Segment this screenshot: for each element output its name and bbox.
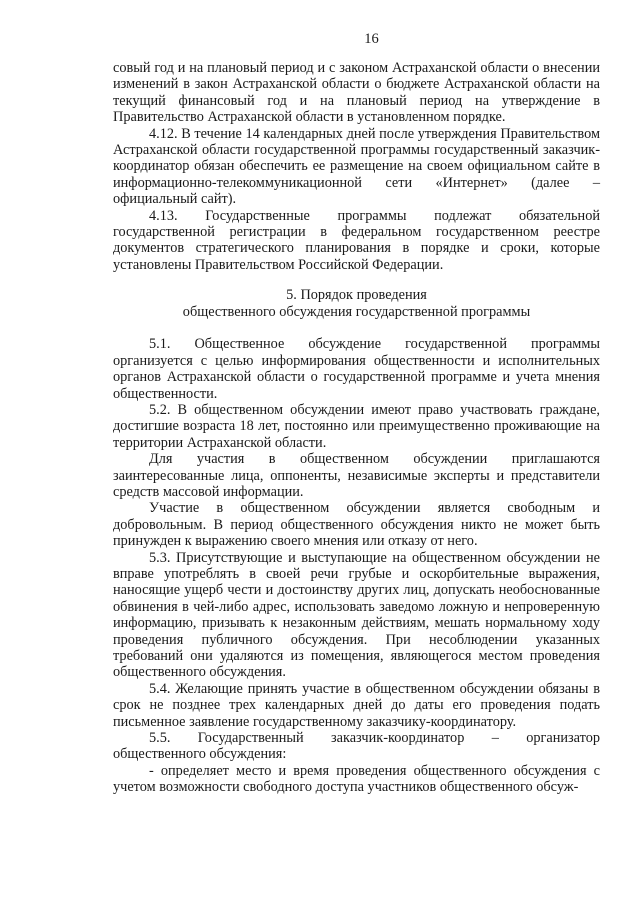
page-number: 16 xyxy=(364,31,379,47)
list-item-place-time: - определяет место и время проведения общественного обсуждения с учетом возможности свободного доступа участников общественного обсуж- xyxy=(113,762,600,796)
paragraph-voluntary: Участие в общественном обсуждении является свободным и добровольным. В период общественного обсуждения никто не может быть принужден к выражению своего мнения или отказу от него. xyxy=(113,500,600,550)
paragraph-5-3: 5.3. Присутствующие и выступающие на общественном обсуждении не вправе употреблять в своей речи грубые и оскорбительные выражения, наносящие ущерб чести и достоинству других лиц, допускать необоснованные обвинения в чей-либо адрес, использовать заведомо ложную и непроверенную информацию, призывать к незаконным действиям, мешать нормальному ходу проведения публичного обсуждения. При несоблюдении указанных требований они удаляются из помещения, являющегося местом проведения общественного обсуждения. xyxy=(113,549,600,681)
paragraph-participants: Для участия в общественном обсуждении приглашаются заинтересованные лица, оппоненты, независимые эксперты и представители средств массовой информации. xyxy=(113,451,600,500)
paragraph-4-12: 4.12. В течение 14 календарных дней после утверждения Правительством Астраханской области государственной программы государственный заказчик-координатор обязан обеспечить ее размещение на своем официальном сайте в информационно-телекоммуникационной сети «Интернет» (далее – официальный сайт). xyxy=(113,125,600,208)
section-heading-line-2: общественного обсуждения государственной программы xyxy=(182,304,531,321)
paragraph-continuation: совый год и на плановый период и с законом Астраханской области о внесении изменений в закон Астраханской области о бюджете Астраханской области на текущий финансовый год и на плановый период на утверждение в Правительство Астраханской области в установленном порядке. xyxy=(113,60,600,126)
paragraph-5-5: 5.5. Государственный заказчик-координатор – организатор общественного обсуждения: xyxy=(113,730,600,763)
section-heading-line-1: 5. Порядок проведения xyxy=(286,287,427,304)
paragraph-5-2: 5.2. В общественном обсуждении имеют право участвовать граждане, достигшие возраста 18 лет, постоянно или преимущественно проживающие на территории Астраханской области. xyxy=(113,401,600,451)
paragraph-5-4: 5.4. Желающие принять участие в общественном обсуждении обязаны в срок не позднее трех календарных дней до даты его проведения подать письменное заявление государственному заказчику-координатору. xyxy=(113,680,600,730)
paragraph-5-1: 5.1. Общественное обсуждение государственной программы организуется с целью информирования общественности и исполнительных органов Астраханской области о государственной программе и учета мнения общественности. xyxy=(113,336,600,402)
section-heading xyxy=(113,287,600,321)
paragraph-4-13: 4.13. Государственные программы подлежат обязательной государственной регистрации в федеральном государственном реестре документов стратегического планирования в порядке и сроки, которые установлены Правительством Российской Федерации. xyxy=(113,207,600,273)
